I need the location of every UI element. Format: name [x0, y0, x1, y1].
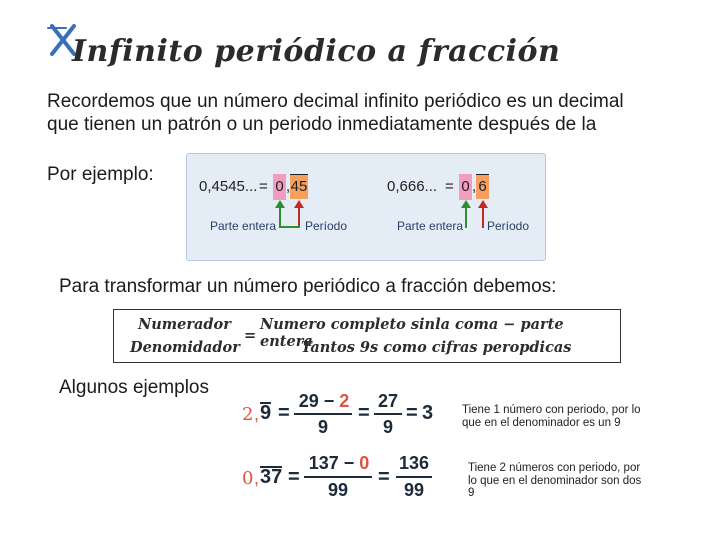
- arrow-period-left: [298, 206, 300, 228]
- worked1-period: 9: [260, 402, 272, 424]
- worked1-num1: [294, 391, 354, 412]
- label-period-left: Período: [305, 219, 348, 233]
- period-box-right: 6: [476, 174, 489, 199]
- arrow-head-period-right: [478, 200, 488, 208]
- worked1-integer: 2: [242, 404, 254, 425]
- worked2-num1-b: 0: [359, 453, 370, 473]
- example-number-right: 0,666...: [387, 178, 438, 195]
- integer-part-box-right: 0: [459, 174, 472, 200]
- comma-left: ,: [286, 178, 291, 195]
- worked2-num1-op: −: [343, 453, 355, 473]
- worked2-num1-a: 137: [308, 453, 339, 473]
- label-integer-left: Parte entera: [210, 219, 277, 233]
- worked1-eq3: =: [406, 402, 418, 424]
- worked1-note: Tiene 1 número con periodo, por lo que en el denominador es un 9: [462, 404, 641, 429]
- arrow-head-period-left: [294, 200, 304, 208]
- worked1-eq1: =: [278, 402, 290, 424]
- worked2-comma: ,: [254, 468, 260, 488]
- worked1-num1-op: −: [323, 391, 335, 411]
- arrow-integer-right: [465, 206, 467, 228]
- worked2-num1: [304, 453, 374, 474]
- worked2-frac-line1: [304, 476, 372, 478]
- example-label: Por ejemplo:: [47, 164, 154, 185]
- worked1-frac-line2: [374, 413, 402, 415]
- formula-box: [113, 309, 621, 363]
- arrow-integer-left: [279, 206, 281, 228]
- label-period-right: Período: [487, 219, 530, 233]
- comma-right: ,: [472, 178, 477, 195]
- arrow-connector-left: [279, 226, 300, 228]
- period-box-left: 45: [290, 174, 308, 199]
- worked2-eq2: =: [378, 466, 390, 488]
- integer-part-box-left: 0: [273, 174, 286, 200]
- formula-right-denominator: Tantos 9s como cifras peropdicas: [301, 339, 572, 356]
- worked1-num1-b: 2: [339, 391, 350, 411]
- intro-paragraph: Recordemos que un número decimal infinito periódico es un decimal que tienen un patrón o un periodo inmediatamente después de la: [47, 91, 624, 135]
- example-equals-right: =: [445, 178, 454, 195]
- worked-example-2: [232, 450, 442, 504]
- worked2-den1: 99: [327, 480, 349, 500]
- worked1-eq2: =: [358, 402, 370, 424]
- examples-heading: Algunos ejemplos: [59, 377, 209, 398]
- worked2-den2: 99: [403, 480, 425, 500]
- worked-example-1: [232, 388, 442, 442]
- arrow-head-integer-left: [275, 200, 285, 208]
- transform-heading: Para transformar un número periódico a fracción debemos:: [59, 276, 557, 297]
- worked1-result: 3: [422, 402, 434, 424]
- worked2-integer: 0: [242, 468, 254, 489]
- formula-left-denominator: Denomidador: [130, 339, 240, 356]
- example-equals-left: =: [259, 178, 268, 195]
- example-number-left: 0,4545...: [199, 178, 258, 195]
- label-integer-right: Parte entera: [397, 219, 464, 233]
- formula-left-numerator: Numerador: [138, 316, 231, 333]
- worked1-comma: ,: [254, 404, 260, 424]
- formula-equals: =: [244, 327, 257, 344]
- worked1-frac-line1: [294, 413, 352, 415]
- formula-right-numerator: Numero completo sinla coma − parte entera: [260, 316, 564, 350]
- worked2-note: Tiene 2 números con periodo, por lo que en el denominador son dos 9: [468, 462, 642, 499]
- worked2-eq1: =: [288, 466, 300, 488]
- page-title: Infinito periódico a fracción: [72, 34, 561, 69]
- examples-panel: [186, 153, 546, 261]
- worked2-frac-line2: [396, 476, 432, 478]
- worked1-num1-a: 29: [298, 391, 319, 411]
- worked1-den1: 9: [317, 417, 328, 437]
- worked2-num2: 136: [398, 453, 430, 473]
- worked1-num2: 27: [377, 391, 399, 411]
- arrow-head-integer-right: [461, 200, 471, 208]
- arrow-period-right: [482, 206, 484, 228]
- worked1-den2: 9: [382, 417, 393, 437]
- worked2-period: 37: [260, 466, 283, 488]
